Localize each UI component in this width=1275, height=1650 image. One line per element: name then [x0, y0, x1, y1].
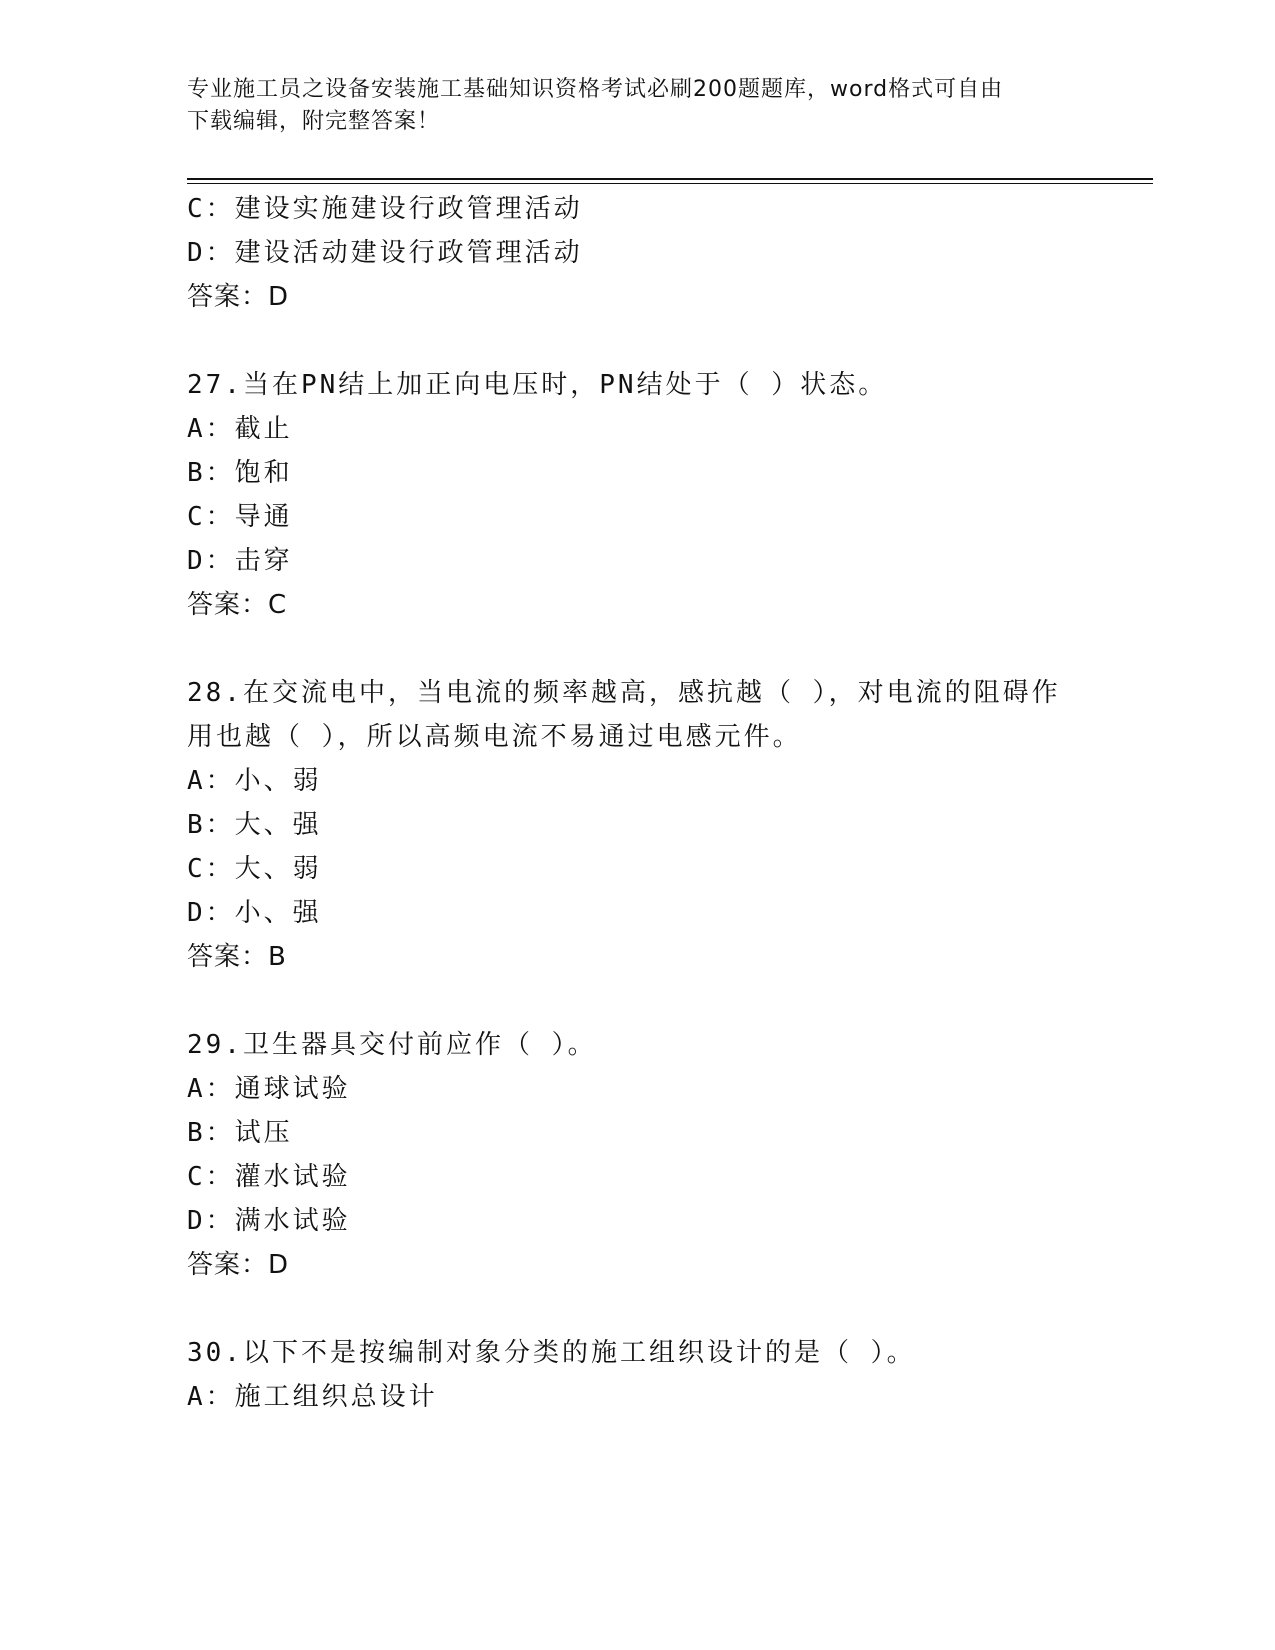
document-header	[187, 74, 1087, 138]
q28-option-d: D：小、强	[187, 898, 322, 928]
q29-option-b: B：试压	[187, 1118, 293, 1148]
q28-option-c: C：大、弱	[187, 854, 322, 884]
q27-option-c: C：导通	[187, 502, 293, 532]
q29-option-c: C：灌水试验	[187, 1162, 351, 1192]
q26-answer: 答案：D	[187, 282, 290, 312]
header-divider-thick	[187, 178, 1153, 180]
q27-option-d: D：击穿	[187, 546, 293, 576]
q29-answer: 答案：D	[187, 1250, 290, 1280]
q26-option-d: D：建设活动建设行政管理活动	[187, 238, 583, 268]
q28-answer: 答案：B	[187, 942, 287, 972]
q30-question: 30.以下不是按编制对象分类的施工组织设计的是（ ）。	[187, 1338, 916, 1368]
q29-question: 29.卫生器具交付前应作（ ）。	[187, 1030, 597, 1060]
q26-option-c: C：建设实施建设行政管理活动	[187, 194, 583, 224]
q28-question-line-2: 用也越（ ），所以高频电流不易通过电感元件。	[187, 722, 802, 752]
q30-option-a: A：施工组织总设计	[187, 1382, 438, 1412]
q29-option-d: D：满水试验	[187, 1206, 351, 1236]
q27-option-b: B：饱和	[187, 458, 293, 488]
header-divider-thin	[187, 183, 1153, 184]
q28-option-b: B：大、强	[187, 810, 322, 840]
header-line-1: 专业施工员之设备安装施工基础知识资格考试必刷200题题库，word格式可自由	[187, 77, 1004, 102]
q27-option-a: A：截止	[187, 414, 293, 444]
q29-option-a: A：通球试验	[187, 1074, 351, 1104]
q28-question-line-1: 28.在交流电中，当电流的频率越高，感抗越（ ），对电流的阻碍作	[187, 678, 1061, 708]
q27-question: 27.当在PN结上加正向电压时，PN结处于（ ）状态。	[187, 370, 888, 400]
header-line-2: 下载编辑，附完整答案！	[187, 109, 441, 134]
q28-option-a: A：小、弱	[187, 766, 322, 796]
q27-answer: 答案：C	[187, 590, 288, 620]
